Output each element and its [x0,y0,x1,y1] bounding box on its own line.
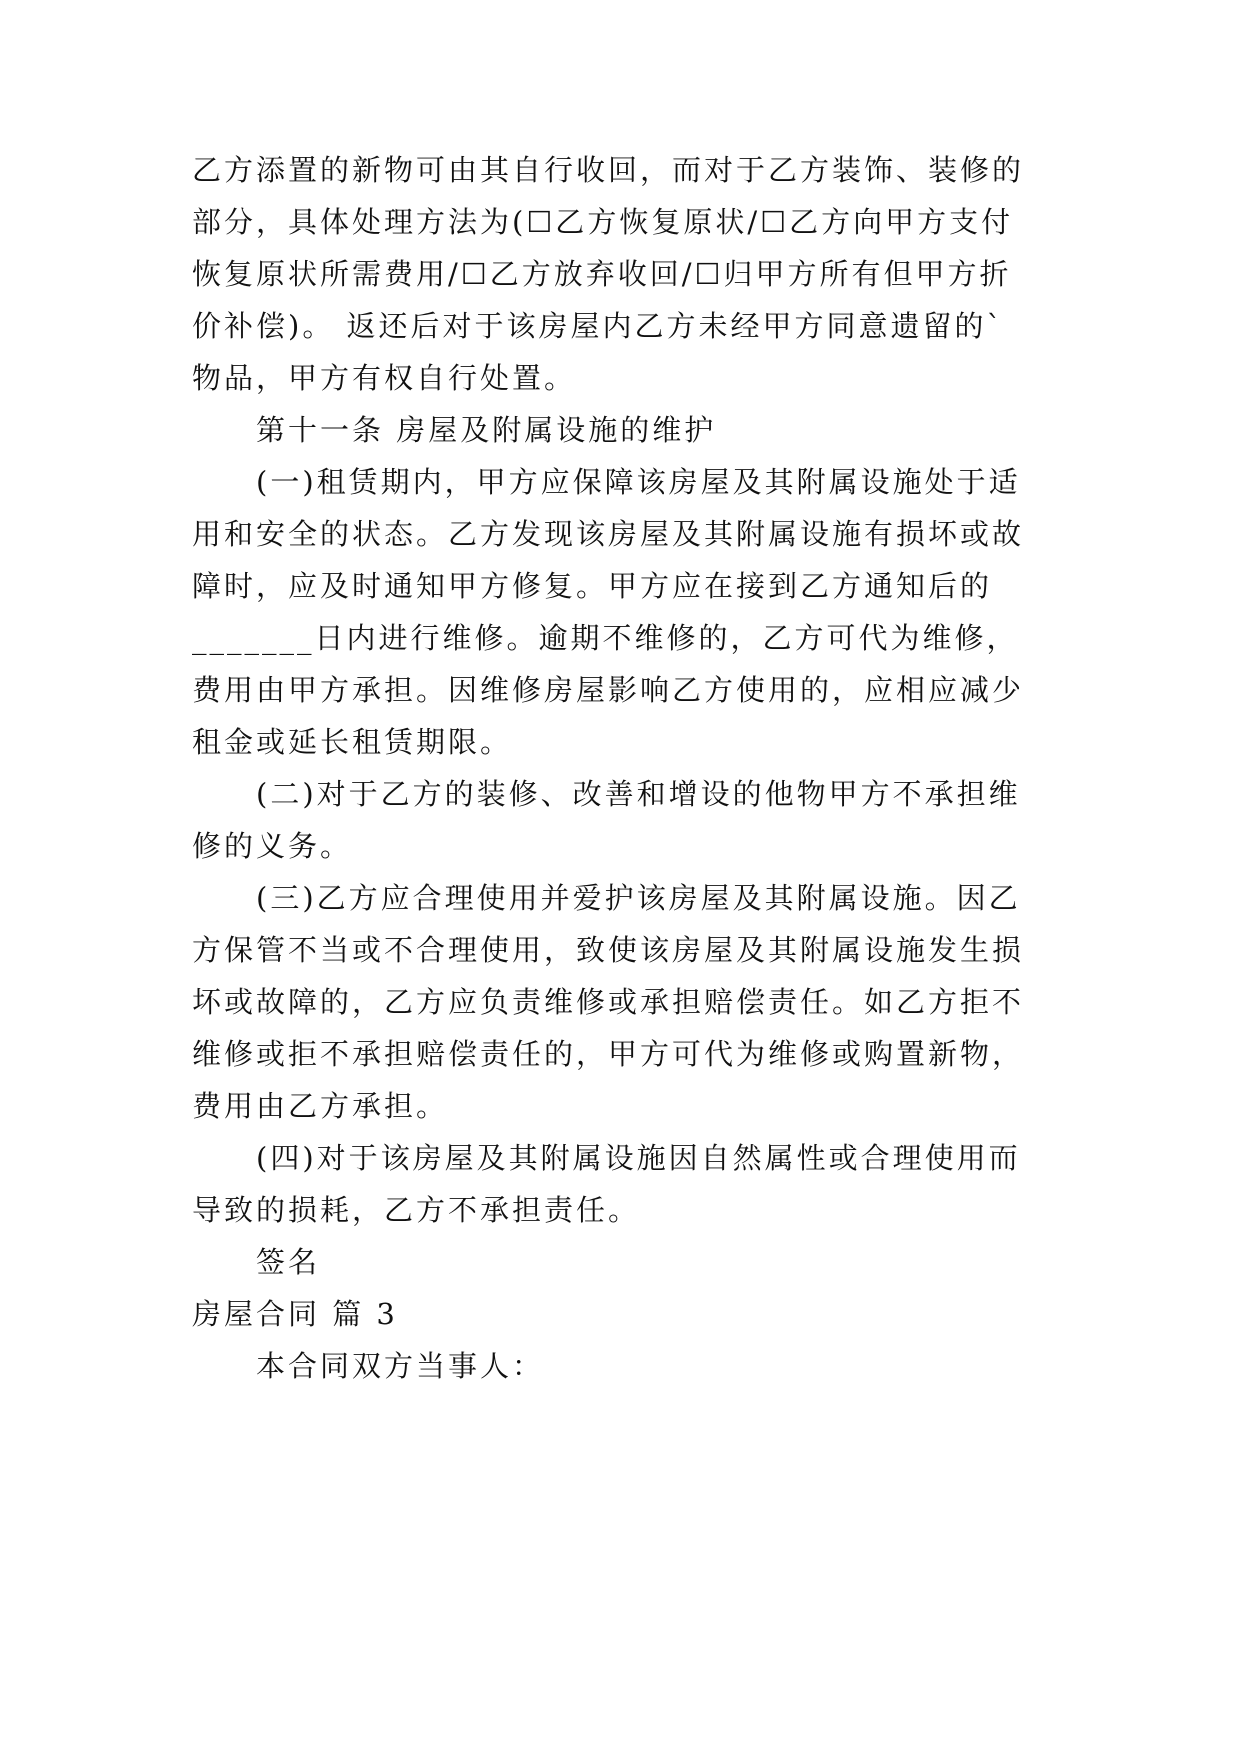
clause-line: 坏或故障的，乙方应负责维修或承担赔偿责任。如乙方拒不 [192,985,1025,1019]
paragraph-line: 价补偿)。 返还后对于该房屋内乙方未经甲方同意遗留的` [192,309,1005,343]
clause-line: 费用由甲方承担。因维修房屋影响乙方使用的，应相应减少 [192,673,1025,707]
clause-line: 费用由乙方承担。 [192,1089,449,1123]
clause-line: (二)对于乙方的装修、改善和增设的他物甲方不承担维 [256,777,1021,811]
clause-line: 用和安全的状态。乙方发现该房屋及其附属设施有损坏或故 [192,517,1025,551]
clause-line: _______日内进行维修。逾期不维修的，乙方可代为维修， [192,621,1019,655]
paragraph-line: 乙方添置的新物可由其自行收回，而对于乙方装饰、装修的 [192,153,1025,187]
clause-line: 方保管不当或不合理使用，致使该房屋及其附属设施发生损 [192,933,1025,967]
section-heading: 第十一条 房屋及附属设施的维护 [256,413,717,447]
clause-line: (三)乙方应合理使用并爱护该房屋及其附属设施。因乙 [256,881,1021,915]
clause-line: 修的义务。 [192,829,353,863]
paragraph-line: 部分，具体处理方法为(☐乙方恢复原状/☐乙方向甲方支付 [192,205,1014,239]
clause-line: 租金或延长租赁期限。 [192,725,513,759]
paragraph-line: 物品，甲方有权自行处置。 [192,361,577,395]
paragraph-line: 恢复原状所需费用/☐乙方放弃收回/☐归甲方所有但甲方折 [192,257,1012,291]
paragraph-line: 本合同双方当事人： [256,1349,545,1383]
clause-line: 维修或拒不承担赔偿责任的，甲方可代为维修或购置新物， [192,1037,1025,1071]
clause-line: 障时，应及时通知甲方修复。甲方应在接到乙方通知后的 [192,569,993,603]
section-title: 房屋合同 篇 3 [192,1297,398,1331]
clause-line: (一)租赁期内，甲方应保障该房屋及其附属设施处于适 [256,465,1021,499]
clause-line: 导致的损耗，乙方不承担责任。 [192,1193,641,1227]
clause-line: (四)对于该房屋及其附属设施因自然属性或合理使用而 [256,1141,1021,1175]
signature-label: 签名 [256,1245,321,1279]
